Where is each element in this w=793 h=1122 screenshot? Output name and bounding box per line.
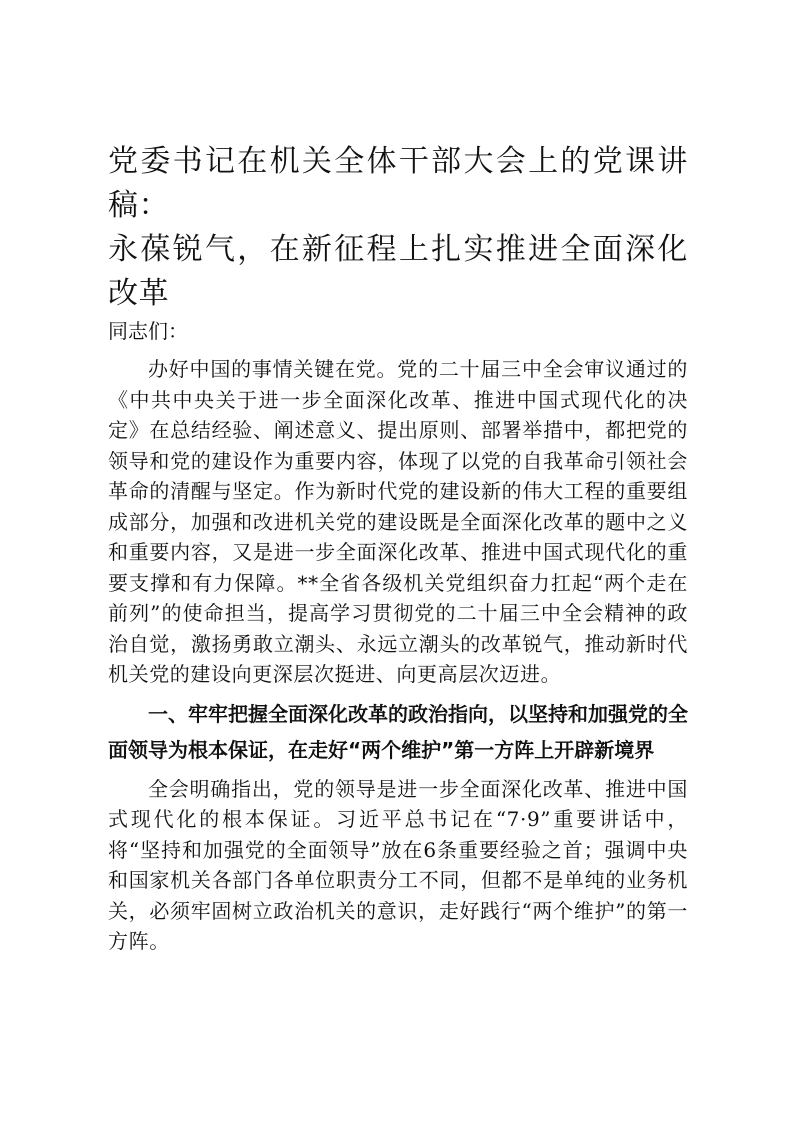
section-heading-1: 一、牢牢把握全面深化改革的政治指向，以坚持和加强党的全面领导为根本保证，在走好“两个维护”第一方阵上开辟新境界 xyxy=(108,701,688,762)
document-title xyxy=(108,140,688,316)
paragraph-section-1: 全会明确指出，党的领导是进一步全面深化改革、推进中国式现代化的根本保证。习近平总书记在“7·9”重要讲话中，将“坚持和加强党的全面领导”放在6条重要经验之首；强调中央和国家机关各部门各单位职责分工不同，但都不是单纯的业务机关，必须牢固树立政治机关的意识，走好践行“两个维护”的第一方阵。 xyxy=(108,776,688,953)
salutation: 同志们： xyxy=(108,319,188,343)
document-body xyxy=(108,140,688,957)
paragraph-intro: 办好中国的事情关键在党。党的二十届三中全会审议通过的《中共中央关于进一步全面深化改革、推进中国式现代化的决定》在总结经验、阐述意义、提出原则、部署举措中，都把党的领导和党的建设作为重要内容，体现了以党的自我革命引领社会革命的清醒与坚定。作为新时代党的建设新的伟大工程的重要组成部分，加强和改进机关党的建设既是全面深化改革的题中之义和重要内容，又是进一步全面深化改革、推进中国式现代化的重要支撑和有力保障。**全省各级机关党组织奋力扛起“两个走在前列”的使命担当，提高学习贯彻党的二十届三中全会精神的政治自觉，激扬勇敢立潮头、永远立潮头的改革锐气，推动新时代机关党的建设向更深层次挺进、向更高层次迈进。 xyxy=(108,357,688,686)
title-line-2: 永葆锐气，在新征程上扎实推进全面深化改革 xyxy=(108,232,688,311)
title-line-1: 党委书记在机关全体干部大会上的党课讲稿： xyxy=(108,144,688,223)
